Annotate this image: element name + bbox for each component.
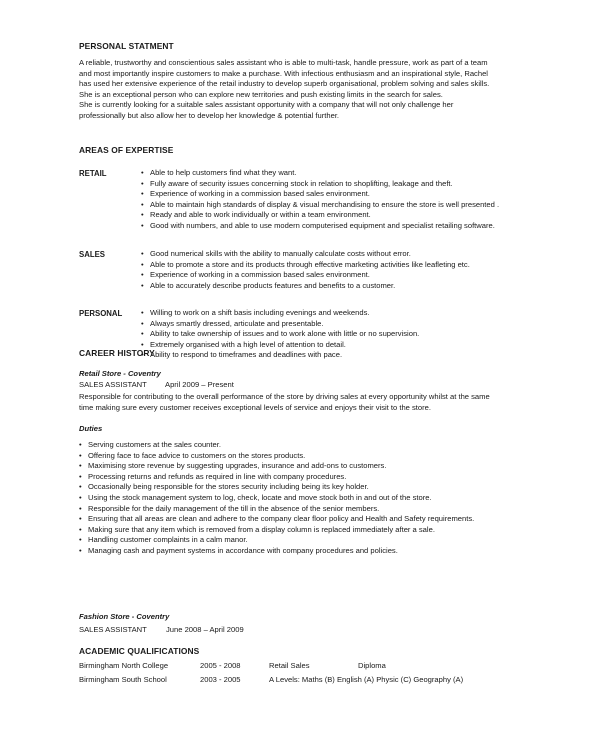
- job-summary: [79, 392, 589, 413]
- list-item: • Offering face to face advice to customers on the stores products.: [79, 451, 474, 462]
- academic-heading: ACADEMIC QUALIFICATIONS: [79, 646, 200, 656]
- expertise-label-sales: SALES: [79, 250, 105, 259]
- sales-list: [141, 249, 470, 291]
- summary-line: Responsible for contributing to the overall performance of the store by driving sales at every opportunity whilst at the same: [79, 392, 490, 401]
- list-item: • Experience of working in a commission based sales environment.: [141, 270, 470, 281]
- academic-subject: Retail Sales: [269, 661, 310, 670]
- job-employer: Fashion Store - Coventry: [79, 612, 170, 621]
- list-item: • Experience of working in a commission based sales environment.: [141, 189, 499, 200]
- list-item: • Ensuring that all areas are clean and adhere to the company clear floor policy and Health and Safety requirements.: [79, 514, 474, 525]
- expertise-label-personal: PERSONAL: [79, 309, 123, 318]
- list-item: • Able to promote a store and its products through effective marketing activities like leafleting etc.: [141, 260, 470, 271]
- personal-line: has used her extensive experience of the retail industry to develop superb organisational, problem solving and sales skills.: [79, 79, 490, 89]
- personal-line: She is currently looking for a suitable sales assistant opportunity with a company that will not only challenge her: [79, 100, 454, 110]
- list-item: • Ability to respond to timeframes and deadlines with pace.: [141, 350, 419, 361]
- list-item: • Occasionally being responsible for the stores security including being its key holder.: [79, 482, 474, 493]
- academic-subject: A Levels: Maths (B) English (A) Physic (C) Geography (A): [269, 675, 464, 684]
- job-title: SALES ASSISTANT: [79, 380, 147, 389]
- academic-result: Diploma: [358, 661, 386, 670]
- list-item: • Ability to take ownership of issues and to work alone with little or no supervision.: [141, 329, 419, 340]
- expertise-heading: AREAS OF EXPERTISE: [79, 145, 174, 155]
- job-title: SALES ASSISTANT: [79, 625, 147, 634]
- list-item: • Extremely organised with a high level of attention to detail.: [141, 340, 419, 351]
- personal-line: and most importantly inspire customers to make a purchase. With infectious enthusiasm and an inspirational style, Rachel: [79, 68, 488, 78]
- duties-label: Duties: [79, 424, 103, 433]
- career-heading: CAREER HISTORY: [79, 348, 155, 358]
- list-item: • Able to help customers find what they want.: [141, 168, 499, 179]
- list-item: • Always smartly dressed, articulate and presentable.: [141, 319, 419, 330]
- job-dates: April 2009 – Present: [165, 380, 234, 389]
- duties-list: [79, 440, 474, 557]
- expertise-label-retail: RETAIL: [79, 169, 107, 178]
- personal-list: [141, 308, 419, 361]
- academic-years: 2003 - 2005: [200, 675, 241, 684]
- retail-list: [141, 168, 499, 232]
- list-item: • Processing returns and refunds as required in line with company procedures.: [79, 472, 474, 483]
- list-item: • Responsible for the daily management of the till in the absence of the senior members.: [79, 504, 474, 515]
- list-item: • Making sure that any item which is removed from a display column is replaced immediately after a sale.: [79, 525, 474, 536]
- academic-school: Birmingham North College: [79, 661, 169, 670]
- summary-line: time making sure every customer receives exceptional levels of service and enjoys their visit to the store.: [79, 402, 431, 412]
- personal-line: She is an exceptional person who can explore new territories and push existing limits in the search for sales.: [79, 89, 443, 99]
- list-item: • Able to maintain high standards of display & visual merchandising to ensure the store is well presented .: [141, 200, 499, 211]
- list-item: • Willing to work on a shift basis including evenings and weekends.: [141, 308, 419, 319]
- list-item: • Ready and able to work individually or within a team environment.: [141, 210, 499, 221]
- job-dates: June 2008 – April 2009: [166, 625, 244, 634]
- list-item: • Good with numbers, and able to use modern computerised equipment and specialist retailing software.: [141, 221, 499, 232]
- list-item: • Handling customer complaints in a calm manor.: [79, 535, 474, 546]
- list-item: • Able to accurately describe products features and benefits to a customer.: [141, 281, 470, 292]
- list-item: • Serving customers at the sales counter.: [79, 440, 474, 451]
- list-item: • Managing cash and payment systems in accordance with company procedures and policies.: [79, 546, 474, 557]
- list-item: • Maximising store revenue by suggesting upgrades, insurance and add-ons to customers.: [79, 461, 474, 472]
- job-employer: Retail Store - Coventry: [79, 369, 161, 378]
- list-item: • Fully aware of security issues concerning stock in relation to shoplifting, leakage and theft.: [141, 179, 499, 190]
- personal-line: professionally but also allow her to develop her knowledge & potential further.: [79, 110, 340, 120]
- academic-school: Birmingham South School: [79, 675, 167, 684]
- academic-years: 2005 - 2008: [200, 661, 241, 670]
- personal-statement-heading: PERSONAL STATMENT: [79, 41, 174, 51]
- personal-line: A reliable, trustworthy and conscientious sales assistant who is able to multi-task, handle pressure, work as part of a team: [79, 58, 488, 67]
- list-item: • Using the stock management system to log, check, locate and move stock both in and out of the store.: [79, 493, 474, 504]
- personal-statement-body: [79, 58, 579, 122]
- list-item: • Good numerical skills with the ability to manually calculate costs without error.: [141, 249, 470, 260]
